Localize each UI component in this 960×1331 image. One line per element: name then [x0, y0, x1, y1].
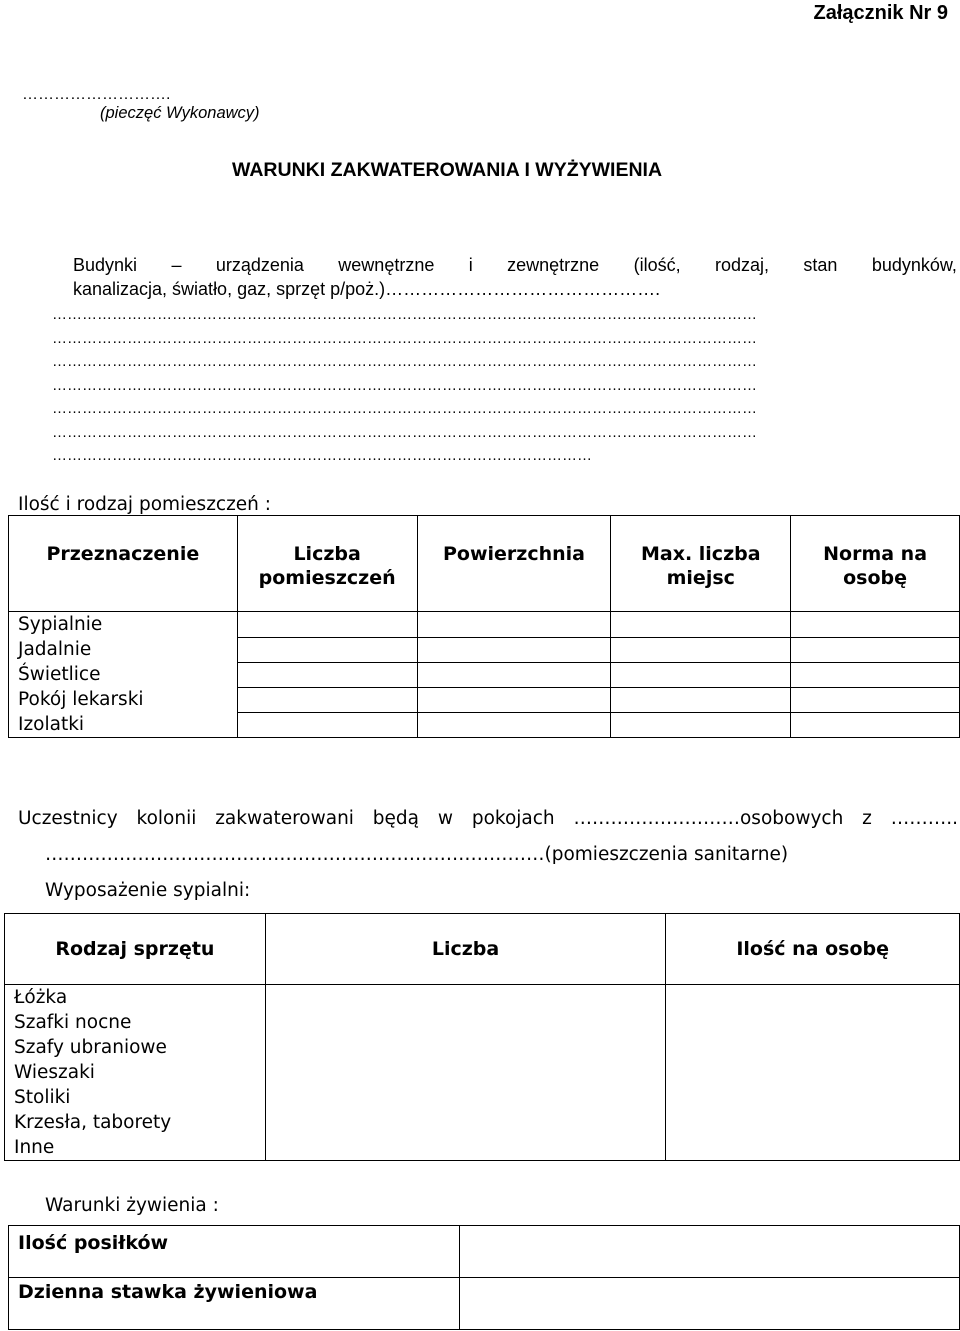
equipment-type: Szafki nocne: [14, 1012, 132, 1033]
food-row-meals: [9, 1226, 960, 1278]
equipment-type: Krzesła, taborety: [14, 1112, 172, 1133]
rooms-header-row: [9, 516, 960, 612]
food-row-daily-rate: [9, 1278, 960, 1330]
rooms-table: [8, 515, 960, 738]
meals-count-value[interactable]: [459, 1226, 959, 1278]
equipment-body-row: [5, 985, 960, 1161]
equipment-type: Stoliki: [14, 1087, 71, 1108]
participants-line-2: ………………………………………………………………………(pomieszczenia sanitarne): [45, 844, 789, 865]
area-cell[interactable]: [417, 612, 611, 738]
header-count: Liczba: [265, 914, 666, 985]
dot-line: ……………………………………………………………………………………………………………………………: [52, 400, 757, 417]
rooms-body-row: [9, 612, 960, 738]
buildings-line-1: [73, 255, 957, 276]
room-type: Izolatki: [18, 714, 85, 735]
word: i: [468, 255, 473, 275]
word: kolonii: [136, 808, 197, 829]
stamp-dots: ……………………….: [22, 86, 171, 103]
word: budynków,: [871, 255, 957, 275]
equipment-types-cell: [5, 985, 266, 1161]
annex-number: Załącznik Nr 9: [813, 2, 948, 24]
word: Uczestnicy: [18, 808, 118, 829]
dot-line: ………………………………………………………………………………………………: [52, 447, 592, 464]
meals-count-label: Ilość posiłków: [9, 1226, 460, 1278]
equipment-type: Łóżka: [14, 987, 68, 1008]
word: z: [862, 808, 872, 829]
buildings-dot-lines: [52, 306, 948, 471]
equipment-type: Szafy ubraniowe: [14, 1037, 167, 1058]
header-max-places: [611, 516, 791, 612]
word: Budynki: [73, 255, 138, 275]
word: stan: [803, 255, 838, 275]
header-purpose: Przeznaczenie: [9, 516, 238, 612]
word: zakwaterowani: [215, 808, 354, 829]
header-area: Powierzchnia: [417, 516, 611, 612]
daily-rate-value[interactable]: [459, 1278, 959, 1330]
word: rodzaj,: [714, 255, 770, 275]
food-label: Warunki żywienia :: [45, 1195, 219, 1216]
norm-cell[interactable]: [791, 612, 960, 738]
dot-line: ……………………………………………………………………………………………………………………………: [52, 306, 757, 323]
equipment-count-cell[interactable]: [265, 985, 666, 1161]
word: pokojach: [471, 808, 555, 829]
equipment-per-person-cell[interactable]: [666, 985, 960, 1161]
equipment-type: Inne: [14, 1137, 55, 1158]
word: ………..: [890, 808, 958, 829]
equipment-header-row: [5, 914, 960, 985]
header-equipment-type: Rodzaj sprzętu: [5, 914, 266, 985]
room-type: Jadalnie: [18, 639, 92, 660]
document-title: WARUNKI ZAKWATEROWANIA I WYŻYWIENIA: [232, 159, 663, 181]
food-table: [8, 1225, 960, 1330]
room-types-cell: [9, 612, 238, 738]
room-type: Świetlice: [18, 664, 101, 685]
dot-line: ……………………………………………………………………………………………………………………………: [52, 329, 757, 347]
word: ………………………osobowych: [573, 808, 844, 829]
stamp-caption: (pieczęć Wykonawcy): [100, 104, 260, 122]
header-text: Max. liczba miejsc: [640, 543, 761, 589]
participants-line-1: [18, 808, 958, 829]
word: –: [171, 255, 182, 275]
word: (ilość,: [633, 255, 681, 275]
equipment-table: [4, 913, 960, 1161]
word: zewnętrzne: [507, 255, 600, 275]
rooms-label: Ilość i rodzaj pomieszczeń :: [18, 494, 272, 515]
dot-line: ……………………………………………………………………………………………………………………………: [52, 353, 757, 370]
header-text: Liczba pomieszczeń: [258, 543, 396, 589]
dot-line: ……………………………………………………………………………………………………………………………: [52, 423, 757, 441]
word: urządzenia: [215, 255, 304, 275]
max-places-cell[interactable]: [611, 612, 791, 738]
room-type: Sypialnie: [18, 614, 103, 635]
word: będą: [372, 808, 419, 829]
word: wewnętrzne: [338, 255, 435, 275]
daily-rate-label: Dzienna stawka żywieniowa: [9, 1278, 460, 1330]
equipment-type: Wieszaki: [14, 1062, 95, 1083]
equipment-label: Wyposażenie sypialni:: [45, 880, 251, 901]
room-count-cell[interactable]: [237, 612, 417, 738]
buildings-line-2: kanalizacja, światło, gaz, sprzęt p/poż.)……………………………………….: [73, 279, 661, 299]
room-type: Pokój lekarski: [18, 689, 144, 710]
header-text: Norma na osobę: [823, 543, 928, 589]
dot-line: ……………………………………………………………………………………………………………………………: [52, 376, 757, 394]
header-norm-per-person: [791, 516, 960, 612]
header-room-count: [237, 516, 417, 612]
header-per-person: Ilość na osobę: [666, 914, 960, 985]
word: w: [437, 808, 453, 829]
